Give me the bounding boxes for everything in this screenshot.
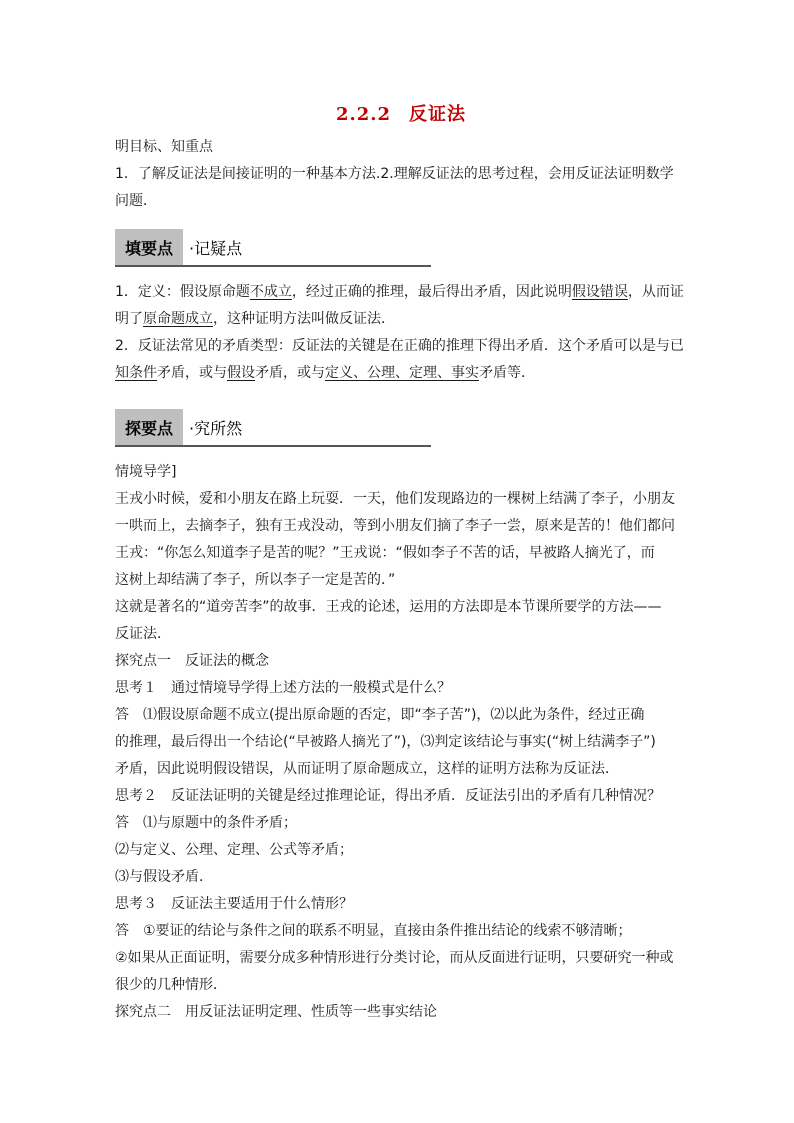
underlined-answer: 假设错误: [571, 284, 628, 300]
underlined-answer: 假设: [227, 365, 255, 381]
underlined-answer: 不成立: [249, 284, 292, 300]
body-line: 很少的几种情形．: [115, 977, 227, 993]
body-line: 情境导学]: [115, 464, 177, 480]
text-run: ，经过正确的推理，最后得出矛盾，因此说明: [291, 284, 572, 300]
text-run: ，从而证: [627, 284, 684, 300]
body-line: ⑶与假设矛盾．: [115, 869, 213, 885]
body-line: 探究点一 反证法的概念: [115, 653, 269, 669]
objectives-line-2: 问题．: [115, 193, 157, 209]
body-line: 答 ⑴假设原命题不成立(提出原命题的否定，即“李子苦”)，⑵以此为条件，经过正确: [115, 707, 645, 723]
text-run: 明了: [115, 311, 143, 327]
definition-paragraph: [115, 279, 687, 333]
banner-tab-label: 探要点: [115, 409, 183, 445]
page-title: [115, 100, 687, 126]
body-line: 一哄而上，去摘李子，独有王戎没动，等到小朋友们摘了李子一尝，原来是苦的！他们都问: [115, 518, 675, 534]
text-run: 矛盾，或与: [255, 365, 325, 381]
section-banner-explore: [115, 409, 431, 447]
body-line: 这就是著名的“道旁苦李”的故事．王戎的论述，运用的方法即是本节课所要学的方法——: [115, 599, 662, 615]
body-line: 思考２ 反证法证明的关键是经过推理论证，得出矛盾．反证法引出的矛盾有几种情况？: [115, 788, 661, 804]
objectives-line-1: 1．了解反证法是间接证明的一种基本方法.2.理解反证法的思考过程，会用反证法证明数学: [115, 166, 674, 182]
title-text: 反证法: [409, 104, 467, 125]
body-line: ⑵与定义、公理、定理、公式等矛盾；: [115, 842, 353, 858]
section-banner-fill: [115, 229, 431, 267]
banner-sub-label: ·究所然: [189, 418, 243, 438]
underlined-answer: 知条件: [115, 365, 157, 381]
body-line: 这树上却结满了李子，所以李子一定是苦的．”: [115, 572, 396, 588]
content: [115, 100, 687, 1026]
body-line: 答 ①要证的结论与条件之间的联系不明显，直接由条件推出结论的线索不够清晰；: [115, 923, 632, 939]
body-line: 探究点二 用反证法证明定理、性质等一些事实结论: [115, 1004, 437, 1020]
text-run: 矛盾，或与: [157, 365, 227, 381]
contradiction-types-paragraph: [115, 333, 687, 387]
body-line: 反证法．: [115, 626, 171, 642]
body-line: 王戎：“你怎么知道李子是苦的呢？”王戎说：“假如李子不苦的话，早被路人摘光了，而: [115, 545, 655, 561]
underlined-answer: 原命题成立: [143, 311, 213, 327]
banner-tab-label: 填要点: [115, 229, 183, 265]
body-line: ②如果从正面证明，需要分成多种情形进行分类讨论，而从反面进行证明，只要研究一种或: [115, 950, 674, 966]
banner-sub-label: ·记疑点: [189, 238, 243, 258]
body-line: 矛盾，因此说明假设错误，从而证明了原命题成立，这样的证明方法称为反证法．: [115, 761, 619, 777]
body-line: 王戎小时候，爱和小朋友在路上玩耍．一天，他们发现路边的一棵树上结满了李子，小朋友: [115, 491, 675, 507]
title-number: 2.2.2: [335, 104, 392, 125]
objectives-heading: 明目标、知重点: [115, 139, 213, 155]
text-run: 矛盾等．: [479, 365, 535, 381]
body-line: 的推理，最后得出一个结论(“早被路人摘光了”)，⑶判定该结论与事实(“树上结满李子”): [115, 734, 656, 750]
body-line: 思考３ 反证法主要适用于什么情形？: [115, 896, 353, 912]
text-run: ，这种证明方法叫做反证法．: [213, 311, 395, 327]
body-line: 答 ⑴与原题中的条件矛盾；: [115, 815, 297, 831]
text-run: 1．定义：假设原命题: [115, 284, 250, 300]
body-line: 思考１ 通过情境导学得上述方法的一般模式是什么？: [115, 680, 451, 696]
text-run: 2．反证法常见的矛盾类型：反证法的关键是在正确的推理下得出矛盾．这个矛盾可以是与已: [115, 338, 684, 354]
underlined-answer: 定义、公理、定理、事实: [325, 365, 479, 381]
